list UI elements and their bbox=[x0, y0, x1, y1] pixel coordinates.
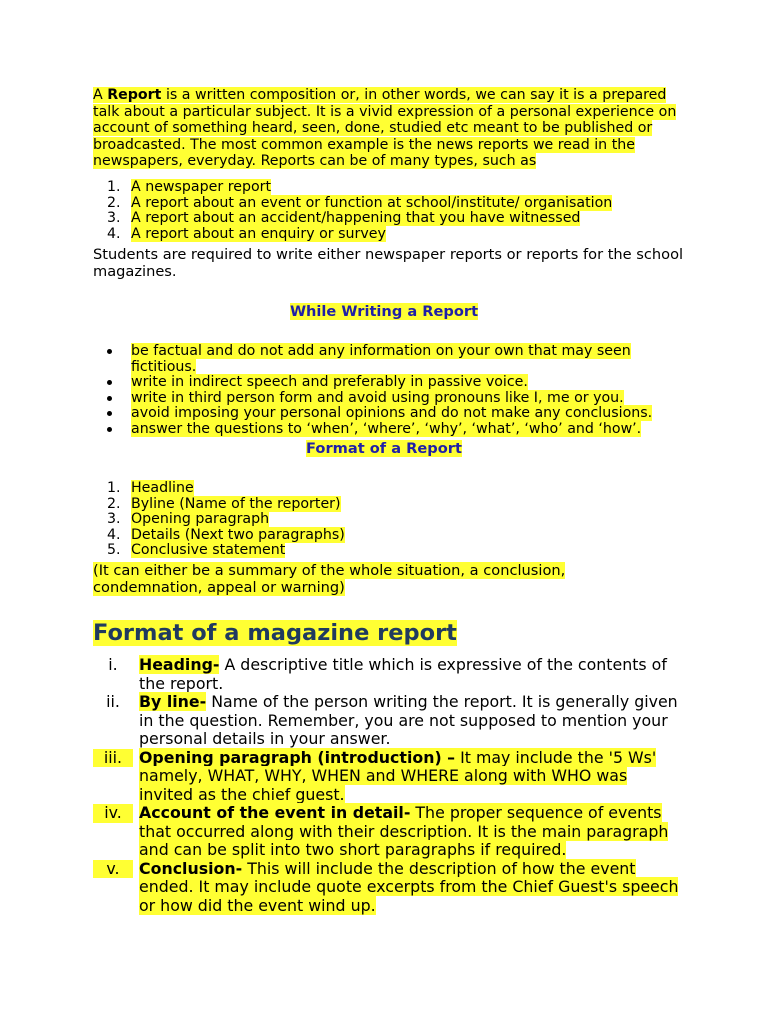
list-item: iii. Opening paragraph (introduction) – It may include the '5 Ws' namely, WHAT, WHY, WHEN and WHERE along with WHO was invited as the chief guest. bbox=[93, 749, 683, 805]
list-item: 4. Details (Next two paragraphs) bbox=[107, 526, 345, 543]
while-writing-heading: While Writing a Report bbox=[289, 303, 479, 320]
while-writing-list bbox=[93, 344, 683, 438]
format-report-heading: Format of a Report bbox=[306, 440, 462, 457]
format-report-list bbox=[93, 481, 693, 559]
list-item: answer the questions to ‘when’, ‘where’, ‘why’, ‘what’, ‘who’ and ‘how’. bbox=[93, 422, 683, 438]
list-item: write in third person form and avoid using pronouns like I, me or you. bbox=[93, 391, 683, 407]
students-note: Students are required to write either newspaper reports or reports for the school magazines. bbox=[93, 246, 684, 281]
list-item: be factual and do not add any information on your own that may seen fictitious. bbox=[93, 344, 683, 375]
bullet-icon bbox=[107, 349, 112, 354]
list-item: 3. A report about an accident/happening that you have witnessed bbox=[107, 210, 581, 227]
list-item: 5. Conclusive statement bbox=[107, 542, 286, 559]
list-item: 4. A report about an enquiry or survey bbox=[107, 225, 386, 242]
format-report-note: (It can either be a summary of the whole situation, a conclusion, condemnation, appeal or warning) bbox=[93, 562, 566, 597]
list-item: i. Heading- A descriptive title which is expressive of the contents of the report. bbox=[108, 655, 667, 693]
magazine-format-list bbox=[93, 656, 683, 915]
bullet-icon bbox=[107, 427, 112, 432]
list-item: 1. A newspaper report bbox=[107, 179, 272, 195]
list-item: avoid imposing your personal opinions and do not make any conclusions. bbox=[93, 406, 683, 422]
list-item: 2. A report about an event or function at school/institute/ organisation bbox=[107, 194, 613, 211]
intro-term: Report bbox=[107, 87, 162, 103]
list-item: iv. Account of the event in detail- The proper sequence of events that occurred along with their description. It is the main paragraph and can be split into two short paragraphs if required. bbox=[93, 804, 683, 860]
list-item: ii. By line- Name of the person writing the report. It is generally given in the question. Remember, you are not supposed to mention your personal details in your answer. bbox=[106, 692, 678, 748]
intro-text: is a written composition or, in other words, we can say it is a prepared talk about a particular subject. It is a vivid expression of a personal experience on account of something heard, seen, done, studied etc meant to be published or broadcasted. The most common example is the news reports we read in the newspapers, everyday. Reports can be of many types, such as bbox=[93, 87, 677, 170]
magazine-heading: Format of a magazine report bbox=[93, 620, 457, 646]
list-item: write in indirect speech and preferably in passive voice. bbox=[93, 375, 683, 391]
report-types-list bbox=[93, 180, 693, 242]
list-item: v. Conclusion- This will include the description of how the event ended. It may include quote excerpts from the Chief Guest's speech or how did the event wind up. bbox=[93, 860, 683, 916]
intro-lead: A bbox=[93, 87, 108, 103]
bullet-icon bbox=[107, 380, 112, 385]
bullet-icon bbox=[107, 411, 112, 416]
bullet-icon bbox=[107, 396, 112, 401]
list-item: 3. Opening paragraph bbox=[107, 511, 270, 528]
intro-paragraph bbox=[93, 87, 683, 170]
list-item: 2. Byline (Name of the reporter) bbox=[107, 495, 341, 512]
list-item: 1. Headline bbox=[107, 480, 194, 496]
